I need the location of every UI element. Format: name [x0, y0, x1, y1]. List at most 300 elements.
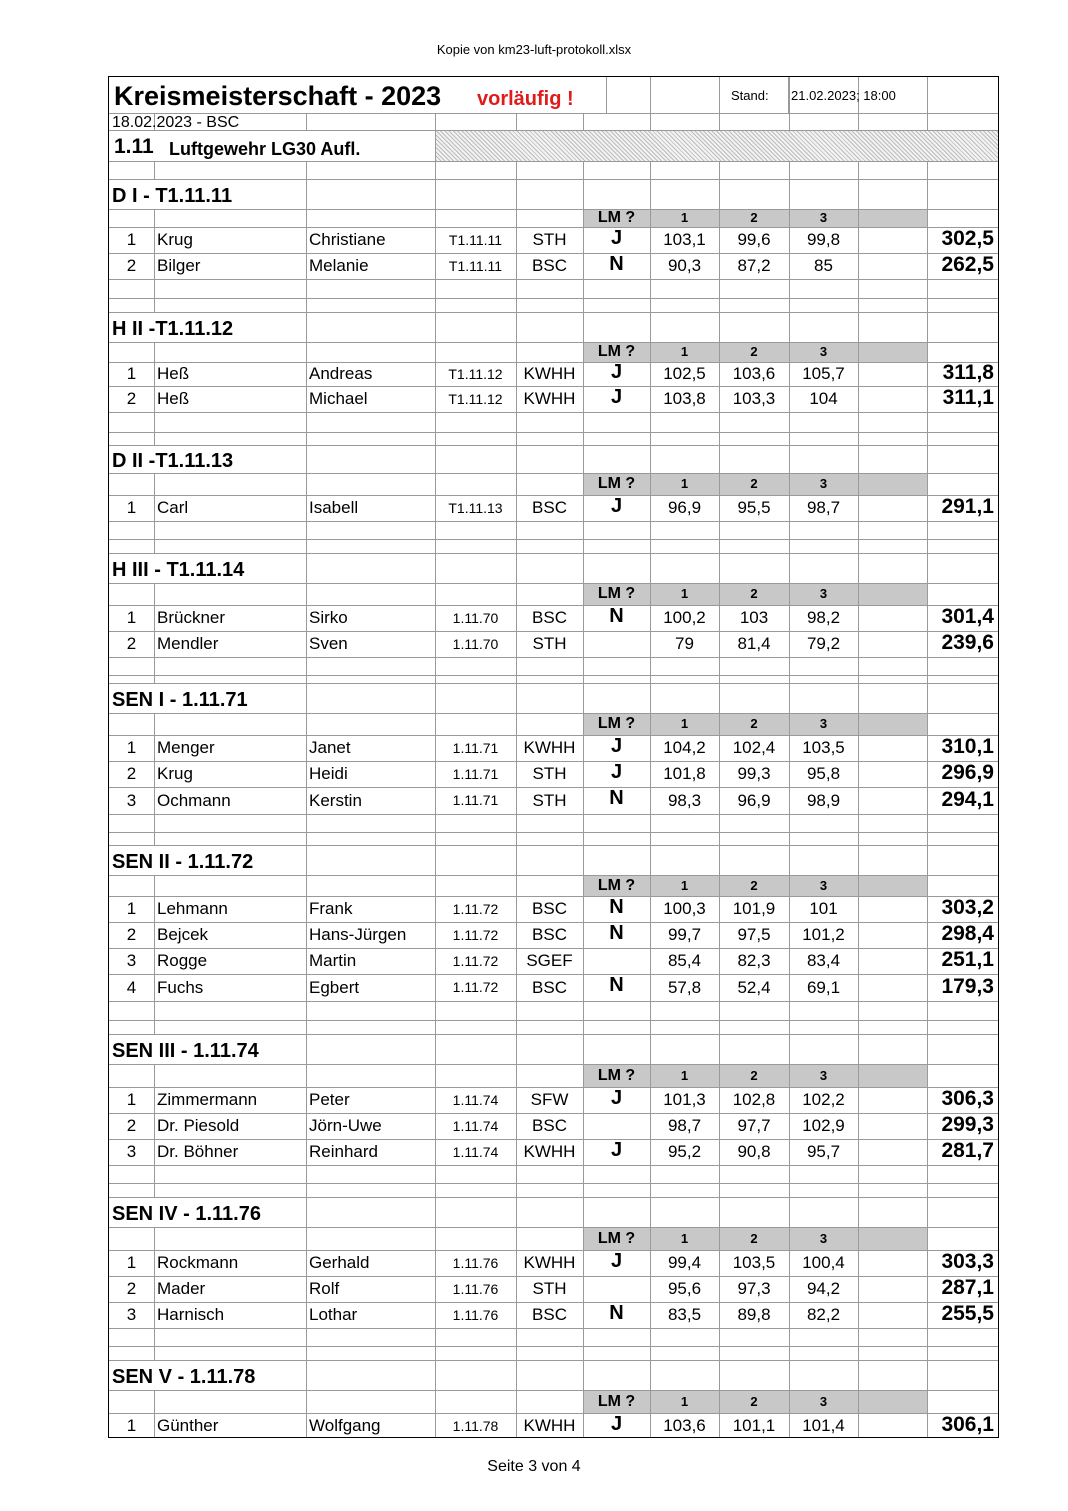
- results-sheet: [108, 76, 999, 1438]
- grid-line: [306, 1034, 307, 1064]
- series-1-cell: 101,8: [663, 764, 706, 783]
- series-1-cell: 100,3: [663, 899, 706, 918]
- grid-line: [719, 279, 720, 298]
- series-1-cell: 95,6: [667, 1279, 702, 1298]
- grid-line: [858, 683, 859, 713]
- grid-line: [789, 521, 790, 539]
- grid-line: [435, 657, 436, 675]
- grid-line: [927, 432, 928, 445]
- grid-line: [435, 683, 436, 713]
- series-1-header: 1: [680, 210, 689, 225]
- class-title: H II -T1.11.12: [112, 318, 234, 340]
- grid-line: [927, 1227, 928, 1250]
- grid-line: [306, 1197, 307, 1227]
- grid-line: [435, 1183, 436, 1197]
- grid-line: [789, 539, 790, 553]
- series-3-cell: 85: [814, 256, 833, 275]
- lm-header: LM ?: [597, 1230, 636, 1247]
- club-cell: BSC: [532, 608, 567, 627]
- grid-line: [109, 1034, 998, 1035]
- grid-line: [858, 1413, 859, 1438]
- series-2-cell: 102,8: [732, 1090, 776, 1109]
- grid-line: [789, 298, 790, 312]
- grid-line: [583, 1165, 584, 1183]
- grid-line: [154, 657, 155, 675]
- grid-line: [154, 1183, 155, 1197]
- club-cell: BSC: [532, 978, 567, 997]
- series-2-cell: 102,4: [732, 738, 776, 757]
- grid-line: [306, 814, 307, 832]
- grid-line: [154, 1139, 155, 1165]
- grid-line: [927, 209, 928, 227]
- grid-line: [719, 683, 720, 713]
- grid-line: [516, 1064, 517, 1087]
- grid-line: [306, 227, 307, 253]
- series-2-cell: 99,3: [737, 764, 771, 783]
- grid-line: [927, 312, 928, 342]
- grid-line: [858, 1139, 859, 1165]
- grid-line: [306, 631, 307, 657]
- grid-line: [435, 845, 436, 875]
- grid-line: [435, 342, 436, 362]
- last-name-cell: Rockmann: [157, 1253, 239, 1272]
- series-2-cell: 52,4: [737, 978, 771, 997]
- grid-line: [858, 735, 859, 761]
- grid-line: [789, 1346, 790, 1360]
- rank-cell: 3: [126, 951, 137, 970]
- class-code-cell: 1.11.72: [452, 927, 499, 943]
- lm-header: LM ?: [597, 209, 636, 226]
- lm-cell: N: [609, 605, 624, 627]
- grid-line: [154, 713, 155, 735]
- series-1-cell: 99,7: [667, 925, 702, 944]
- rank-cell: 2: [126, 1116, 137, 1135]
- rank-cell: 1: [126, 738, 137, 757]
- last-name-cell: Krug: [157, 230, 193, 249]
- grid-line: [306, 896, 307, 922]
- grid-line: [154, 814, 155, 832]
- lm-cell: N: [609, 1302, 624, 1324]
- grid-line: [435, 713, 436, 735]
- grid-line: [858, 605, 859, 631]
- series-2-cell: 97,3: [737, 1279, 771, 1298]
- date-place: 18.02.2023 - BSC: [112, 114, 240, 131]
- last-name-cell: Heß: [157, 364, 190, 383]
- grid-line: [154, 735, 155, 761]
- grid-line: [858, 495, 859, 521]
- grid-line: [719, 1183, 720, 1197]
- grid-line: [719, 1360, 720, 1390]
- grid-line: [927, 161, 928, 179]
- series-1-cell: 83,5: [667, 1305, 702, 1324]
- series-3-header: 3: [819, 716, 828, 731]
- grid-line: [650, 1034, 651, 1064]
- grid-line: [858, 342, 859, 362]
- grid-line: [516, 1390, 517, 1413]
- series-3-cell: 101: [809, 899, 838, 918]
- series-2-cell: 103,3: [732, 389, 776, 408]
- grid-line: [306, 553, 307, 583]
- grid-line: [154, 1087, 155, 1113]
- grid-line: [858, 209, 859, 227]
- lm-cell: N: [609, 896, 624, 918]
- grid-line: [650, 1360, 651, 1390]
- grid-line: [306, 539, 307, 553]
- grid-line: [306, 1302, 307, 1328]
- grid-line: [109, 279, 998, 280]
- class-code-cell: 1.11.74: [452, 1118, 499, 1134]
- series-2-cell: 89,8: [737, 1305, 771, 1324]
- grid-line: [435, 113, 436, 130]
- grid-line: [435, 1328, 436, 1346]
- grid-line: [306, 432, 307, 445]
- grid-line: [650, 845, 651, 875]
- grid-line: [927, 713, 928, 735]
- series-1-header: 1: [680, 1068, 689, 1083]
- last-name-cell: Heß: [157, 389, 190, 408]
- total-cell: 262,5: [941, 253, 994, 276]
- grid-line: [516, 657, 517, 675]
- first-name-cell: Martin: [309, 951, 357, 970]
- club-cell: KWHH: [523, 738, 576, 757]
- series-1-cell: 57,8: [667, 978, 702, 997]
- series-3-header: 3: [819, 344, 828, 359]
- grid-line: [719, 161, 720, 179]
- grid-line: [154, 896, 155, 922]
- grid-line: [306, 1183, 307, 1197]
- grid-line: [516, 412, 517, 432]
- class-code-cell: T1.11.11: [448, 258, 503, 274]
- grid-line: [154, 631, 155, 657]
- grid-line: [306, 1020, 307, 1034]
- series-1-cell: 85,4: [667, 951, 702, 970]
- last-name-cell: Menger: [157, 738, 215, 757]
- grid-line: [927, 298, 928, 312]
- grid-line: [719, 1020, 720, 1034]
- lm-cell: [583, 1111, 650, 1137]
- lm-cell: N: [609, 922, 624, 944]
- grid-line: [719, 179, 720, 209]
- grid-line: [927, 1346, 928, 1360]
- club-cell: BSC: [532, 925, 567, 944]
- grid-line: [719, 657, 720, 675]
- grid-line: [927, 583, 928, 605]
- grid-line: [435, 1197, 436, 1227]
- grid-line: [858, 1276, 859, 1302]
- grid-line: [154, 1020, 155, 1034]
- lm-cell: J: [610, 495, 623, 517]
- grid-line: [154, 1250, 155, 1276]
- last-name-cell: Lehmann: [157, 899, 228, 918]
- grid-line: [927, 1360, 928, 1390]
- page-title: Kreismeisterschaft - 2023: [114, 81, 442, 111]
- series-2-cell: 87,2: [737, 256, 771, 275]
- grid-line: [927, 832, 928, 845]
- grid-line: [927, 683, 928, 713]
- grid-line: [109, 412, 998, 413]
- total-cell: 291,1: [941, 495, 994, 518]
- grid-line: [435, 583, 436, 605]
- class-code-cell: T1.11.11: [448, 232, 503, 248]
- grid-line: [927, 113, 928, 130]
- series-1-cell: 100,2: [663, 608, 706, 627]
- grid-line: [927, 553, 928, 583]
- grid-line: [789, 1001, 790, 1020]
- grid-line: [583, 539, 584, 553]
- grid-line: [719, 832, 720, 845]
- grid-line: [435, 1360, 436, 1390]
- grid-line: [306, 735, 307, 761]
- last-name-cell: Rogge: [157, 951, 208, 970]
- grid-line: [109, 814, 998, 815]
- grid-line: [154, 787, 155, 814]
- rank-cell: 4: [126, 978, 137, 997]
- grid-line: [306, 209, 307, 227]
- grid-line: [789, 179, 790, 209]
- grid-line: [154, 1165, 155, 1183]
- lm-cell: J: [610, 1250, 623, 1272]
- grid-line: [858, 445, 859, 473]
- lm-cell: [583, 946, 650, 972]
- grid-line: [789, 845, 790, 875]
- grid-line: [927, 675, 928, 683]
- grid-line: [306, 1276, 307, 1302]
- total-cell: 311,1: [942, 386, 994, 409]
- series-3-cell: 69,1: [806, 978, 841, 997]
- class-title: SEN III - 1.11.74: [112, 1040, 259, 1062]
- lm-cell: J: [610, 227, 623, 249]
- lm-cell: J: [610, 1087, 623, 1109]
- lm-cell: N: [609, 253, 624, 275]
- grid-line: [650, 445, 651, 473]
- grid-line: [719, 1197, 720, 1227]
- grid-line: [306, 1087, 307, 1113]
- grid-line: [858, 1360, 859, 1390]
- grid-line: [719, 539, 720, 553]
- grid-line: [927, 657, 928, 675]
- last-name-cell: Günther: [157, 1416, 219, 1435]
- grid-line: [516, 298, 517, 312]
- series-2-header: 2: [750, 716, 758, 731]
- grid-line: [306, 495, 307, 521]
- grid-line: [109, 1165, 998, 1166]
- class-code-cell: 1.11.76: [452, 1281, 499, 1297]
- grid-line: [109, 1360, 998, 1361]
- class-code-cell: 1.11.71: [452, 766, 499, 782]
- rank-cell: 1: [126, 230, 137, 249]
- grid-line: [789, 683, 790, 713]
- grid-line: [858, 432, 859, 445]
- grid-line: [154, 1328, 155, 1346]
- grid-line: [516, 539, 517, 553]
- grid-line: [858, 948, 859, 974]
- grid-line: [154, 675, 155, 683]
- class-title: SEN IV - 1.11.76: [112, 1203, 261, 1225]
- series-3-cell: 95,7: [806, 1142, 841, 1161]
- series-2-cell: 101,9: [732, 899, 776, 918]
- series-2-cell: 82,3: [737, 951, 771, 970]
- club-cell: SGEF: [526, 951, 573, 970]
- grid-line: [435, 432, 436, 445]
- grid-line: [650, 298, 651, 312]
- grid-line: [306, 948, 307, 974]
- grid-line: [516, 1001, 517, 1020]
- series-2-cell: 95,5: [737, 498, 771, 517]
- grid-line: [789, 445, 790, 473]
- grid-line: [789, 113, 790, 130]
- grid-line: [516, 1360, 517, 1390]
- series-2-cell: 103: [739, 608, 769, 627]
- club-cell: BSC: [532, 498, 567, 517]
- class-title: SEN I - 1.11.71: [112, 689, 248, 711]
- grid-line: [927, 875, 928, 896]
- grid-line: [719, 113, 720, 130]
- grid-line: [109, 113, 998, 114]
- grid-line: [858, 761, 859, 787]
- lm-cell: J: [610, 735, 623, 757]
- rank-cell: 2: [126, 256, 137, 275]
- series-1-cell: 103,1: [663, 230, 706, 249]
- stand-value: 21.02.2023; 18:00: [791, 88, 896, 103]
- series-3-cell: 94,2: [806, 1279, 841, 1298]
- grid-line: [650, 832, 651, 845]
- grid-line: [606, 77, 607, 113]
- first-name-cell: Christiane: [309, 230, 386, 249]
- class-code-cell: 1.11.70: [452, 636, 499, 652]
- grid-line: [719, 1346, 720, 1360]
- class-title: SEN II - 1.11.72: [112, 851, 254, 873]
- series-3-cell: 101,2: [802, 925, 845, 944]
- class-title: D I - T1.11.11: [112, 185, 233, 207]
- series-1-cell: 103,6: [663, 1416, 706, 1435]
- grid-line: [789, 412, 790, 432]
- grid-line: [583, 1001, 584, 1020]
- lm-cell: J: [610, 1139, 623, 1161]
- grid-line: [583, 113, 584, 130]
- series-3-header: 3: [819, 476, 828, 491]
- grid-line: [109, 298, 998, 299]
- discipline-name: Luftgewehr LG30 Aufl.: [169, 139, 361, 159]
- lm-header: LM ?: [597, 475, 636, 492]
- grid-line: [650, 161, 651, 179]
- grid-line: [927, 1197, 928, 1227]
- rank-cell: 2: [126, 1279, 137, 1298]
- grid-line: [516, 1034, 517, 1064]
- rank-cell: 1: [126, 1090, 137, 1109]
- grid-line: [109, 553, 998, 554]
- series-3-cell: 82,2: [806, 1305, 841, 1324]
- series-2-header: 2: [750, 344, 758, 359]
- grid-line: [154, 1113, 155, 1139]
- last-name-cell: Bilger: [157, 256, 201, 275]
- grid-line: [583, 432, 584, 445]
- first-name-cell: Sven: [309, 634, 348, 653]
- grid-line: [650, 1020, 651, 1034]
- grid-line: [719, 814, 720, 832]
- first-name-cell: Gerhald: [309, 1253, 370, 1272]
- lm-header: LM ?: [597, 585, 636, 602]
- grid-line: [858, 832, 859, 845]
- grid-line: [109, 1197, 998, 1198]
- grid-line: [858, 253, 859, 279]
- lm-cell: J: [610, 761, 623, 783]
- grid-line: [719, 845, 720, 875]
- series-3-cell: 95,8: [806, 764, 841, 783]
- grid-line: [306, 657, 307, 675]
- grid-line: [154, 412, 155, 432]
- grid-line: [435, 539, 436, 553]
- grid-line: [583, 1034, 584, 1064]
- grid-line: [109, 657, 998, 658]
- grid-line: [858, 845, 859, 875]
- club-cell: BSC: [532, 1305, 567, 1324]
- grid-line: [154, 279, 155, 298]
- grid-line: [516, 845, 517, 875]
- total-cell: 299,3: [941, 1113, 994, 1136]
- total-cell: 311,8: [942, 361, 994, 384]
- grid-line: [927, 1064, 928, 1087]
- grid-line: [154, 342, 155, 362]
- rank-cell: 2: [126, 925, 137, 944]
- grid-line: [858, 631, 859, 657]
- grid-line: [789, 1020, 790, 1034]
- grid-line: [583, 521, 584, 539]
- rank-cell: 1: [126, 498, 137, 517]
- series-2-cell: 97,7: [737, 1116, 771, 1135]
- series-3-cell: 98,2: [806, 608, 841, 627]
- first-name-cell: Rolf: [309, 1279, 340, 1298]
- grid-line: [858, 362, 859, 386]
- class-code-cell: T1.11.12: [448, 391, 503, 407]
- grid-line: [858, 1020, 859, 1034]
- first-name-cell: Andreas: [309, 364, 373, 383]
- grid-line: [306, 922, 307, 948]
- grid-line: [306, 1001, 307, 1020]
- grid-line: [109, 539, 998, 540]
- grid-line: [927, 179, 928, 209]
- grid-line: [154, 539, 155, 553]
- grid-line: [109, 1183, 998, 1184]
- grid-line: [858, 657, 859, 675]
- grid-line: [719, 77, 720, 113]
- club-cell: STH: [532, 230, 567, 249]
- grid-line: [858, 1227, 859, 1250]
- grid-line: [719, 1328, 720, 1346]
- club-cell: KWHH: [523, 1142, 576, 1161]
- grid-line: [650, 521, 651, 539]
- total-cell: 310,1: [941, 735, 994, 758]
- series-1-cell: 95,2: [667, 1142, 702, 1161]
- series-1-cell: 96,9: [667, 498, 702, 517]
- grid-line: [927, 445, 928, 473]
- grid-line: [858, 1001, 859, 1020]
- grid-line: [435, 1001, 436, 1020]
- club-cell: STH: [532, 764, 567, 783]
- grid-line: [583, 814, 584, 832]
- series-3-header: 3: [819, 1231, 828, 1246]
- grid-line: [789, 77, 790, 113]
- grid-line: [516, 521, 517, 539]
- class-title: SEN V - 1.11.78: [112, 1366, 256, 1388]
- grid-line: [306, 1390, 307, 1413]
- class-title: H III - T1.11.14: [112, 559, 245, 581]
- grid-line: [516, 473, 517, 495]
- club-cell: BSC: [532, 256, 567, 275]
- grid-line: [154, 209, 155, 227]
- grid-line: [516, 279, 517, 298]
- grid-line: [858, 583, 859, 605]
- grid-line: [306, 683, 307, 713]
